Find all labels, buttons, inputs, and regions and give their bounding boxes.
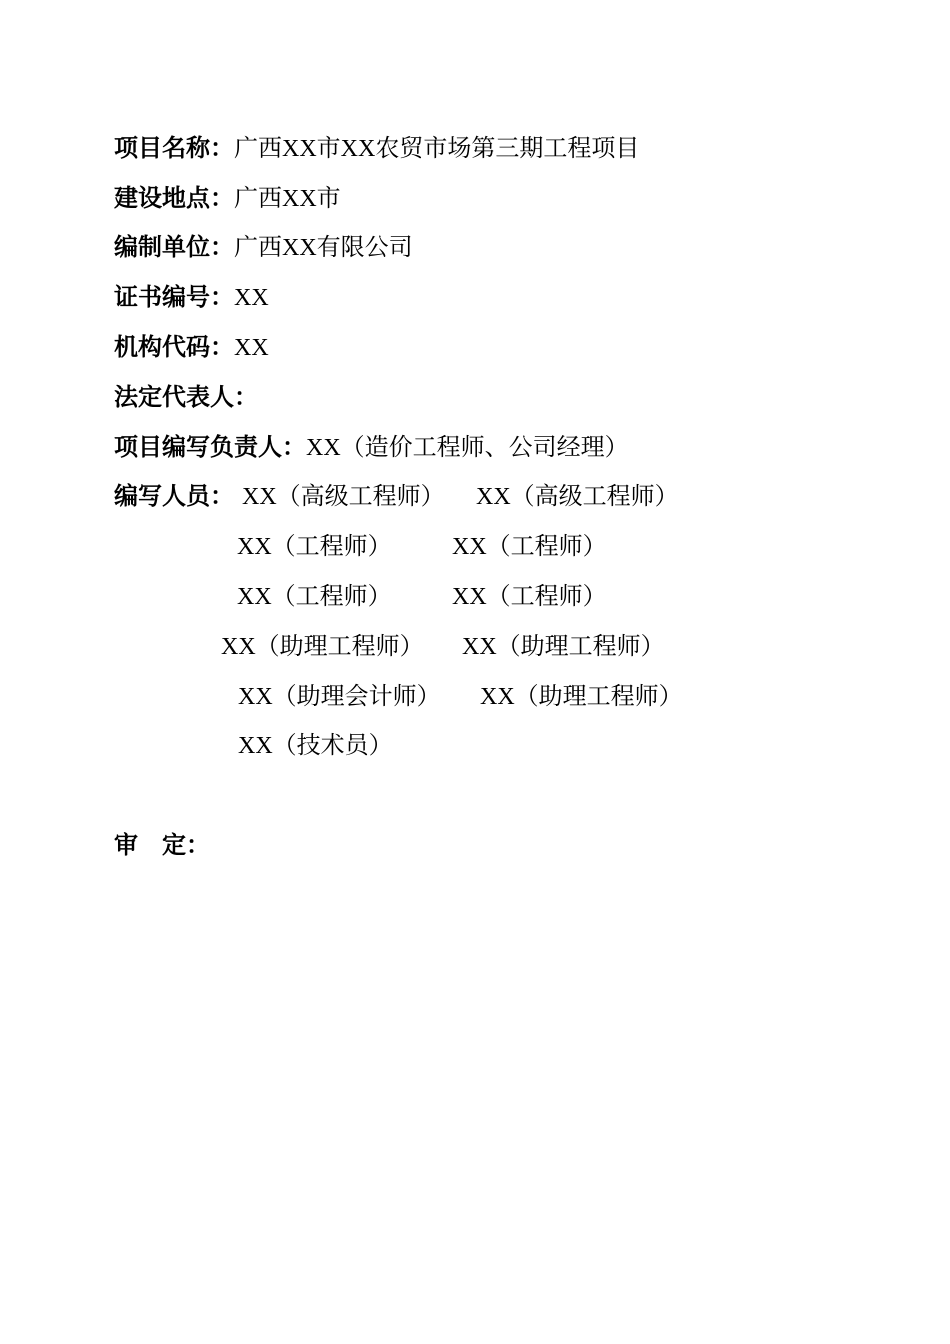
project-name-line — [114, 134, 639, 164]
legal-rep-label: 法定代表人： — [114, 385, 258, 411]
org-code-line — [114, 333, 269, 363]
staff-entry: XX（助理工程师） — [221, 634, 424, 660]
project-lead-label: 项目编写负责人： — [114, 435, 306, 461]
writers-line — [114, 482, 234, 512]
staff-entry: XX（高级工程师） — [242, 484, 445, 510]
approval-line — [114, 831, 210, 861]
org-code-value: XX — [234, 335, 269, 361]
location-label: 建设地点： — [114, 186, 234, 212]
approval-label: 审 定： — [114, 833, 210, 859]
staff-entry: XX（工程师） — [452, 534, 607, 560]
location-value: 广西XX市 — [234, 186, 341, 212]
location-line — [114, 184, 341, 214]
staff-entry: XX（工程师） — [452, 584, 607, 610]
project-lead-line — [114, 433, 629, 463]
org-code-label: 机构代码： — [114, 335, 234, 361]
project-lead-value: XX（造价工程师、公司经理） — [306, 435, 629, 461]
compiler-line — [114, 233, 413, 263]
certificate-label: 证书编号： — [114, 285, 234, 311]
compiler-value: 广西XX有限公司 — [234, 235, 413, 261]
project-name-value: 广西XX市XX农贸市场第三期工程项目 — [234, 136, 640, 162]
staff-entry: XX（技术员） — [238, 733, 393, 759]
certificate-value: XX — [234, 285, 269, 311]
staff-entry: XX（助理工程师） — [480, 684, 683, 710]
staff-entry: XX（助理工程师） — [462, 634, 665, 660]
staff-entry: XX（高级工程师） — [476, 484, 679, 510]
compiler-label: 编制单位： — [114, 235, 234, 261]
writers-label: 编写人员： — [114, 484, 234, 510]
certificate-line — [114, 283, 269, 313]
staff-entry: XX（工程师） — [237, 584, 392, 610]
staff-entry: XX（工程师） — [237, 534, 392, 560]
legal-rep-line — [114, 383, 258, 413]
project-name-label: 项目名称： — [114, 136, 234, 162]
staff-entry: XX（助理会计师） — [238, 684, 441, 710]
